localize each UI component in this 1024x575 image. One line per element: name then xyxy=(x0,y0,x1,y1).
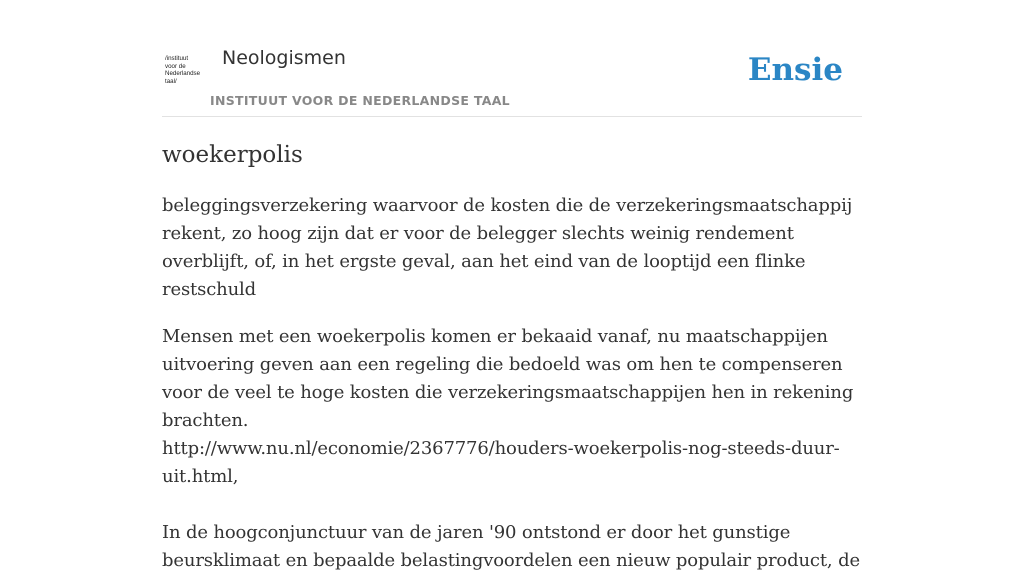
site-header xyxy=(162,0,862,117)
example-text: Mensen met een woekerpolis komen er bekaaid vanaf, nu maatschappijen uitvoering geven aan een regeling die bedoeld was om hen te compenseren voor de veel te hoge kosten die verzekeringsmaatschappijen hen in rekening brachten. xyxy=(162,326,854,431)
entry-example xyxy=(162,323,862,575)
logo-line: Nederlandse xyxy=(165,70,201,78)
logo-line: voor de xyxy=(165,62,186,70)
collection-title[interactable]: Neologismen xyxy=(222,47,346,69)
logo-line: /instituut xyxy=(165,55,189,62)
logo-line: taal/ xyxy=(165,77,177,85)
example-source: http://www.nu.nl/economie/2367776/houders-woekerpolis-nog-steeds-duur-uit.html, xyxy=(162,438,840,487)
entry-content xyxy=(162,138,862,575)
ivdnt-logo[interactable] xyxy=(165,55,209,91)
ensie-logo-link[interactable]: Ensie xyxy=(747,52,843,88)
entry-word: woekerpolis xyxy=(162,142,303,168)
publisher-name: INSTITUUT VOOR DE NEDERLANDSE TAAL xyxy=(210,93,510,108)
entry-definition: beleggingsverzekering waarvoor de kosten die de verzekeringsmaatschappij rekent, zo hoog zijn dat er voor de belegger slechts weinig rendement overblijft, of, in het ergste geval, aan het eind van de looptijd een flinke restschuld xyxy=(162,195,853,300)
example-text: In de hoogconjunctuur van de jaren '90 ontstond er door het gunstige beursklimaat en bepaalde belastingvoordelen een nieuw populair product, de xyxy=(162,522,860,571)
spacer xyxy=(162,491,862,519)
